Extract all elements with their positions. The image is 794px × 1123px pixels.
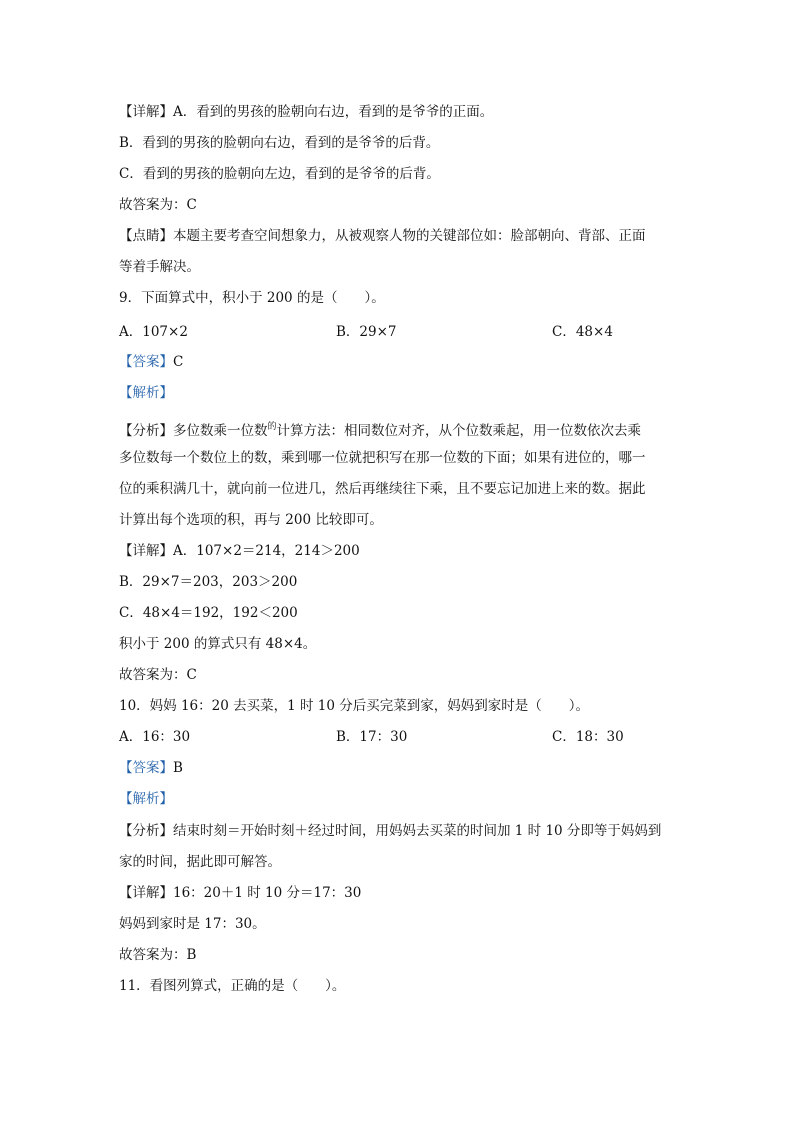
q10-answer-line: 故答案为：B	[119, 947, 197, 963]
detail-text: 16：20＋1 时 10 分＝17：30	[173, 885, 362, 901]
q10-question: 10．妈妈 16：20 去买菜，1 时 10 分后买完菜到家，妈妈到家时是（ ）。	[119, 698, 590, 714]
detail-text: A．看到的男孩的脸朝向右边，看到的是爷爷的正面。	[173, 104, 494, 120]
q9-answer-line: 故答案为：C	[119, 667, 197, 683]
analysis-text: 多位数乘一位数	[173, 423, 268, 439]
q10-option-c: C．18：30	[552, 729, 624, 745]
q8-point	[119, 226, 646, 246]
detail-tag: 【详解】	[119, 104, 173, 120]
q9-detail-a	[119, 541, 360, 561]
q9-option-b: B．29×7	[336, 324, 397, 340]
q9-analysis-4: 计算出每个选项的积，再与 200 比较即可。	[119, 512, 383, 528]
q9-option-a: A．107×2	[119, 324, 188, 340]
answer-tag: 【答案】	[119, 354, 173, 370]
q9-conclusion: 积小于 200 的算式只有 48×4。	[119, 636, 317, 652]
answer-value: C	[173, 354, 184, 370]
q9-answer	[119, 352, 183, 372]
q9-analysis-2: 多位数每一个数位上的数，乘到哪一位就把积写在那一位数的下面；如果有进位的，哪一	[119, 450, 646, 466]
analysis-head-tag: 【分析】	[119, 423, 173, 439]
q8-detail-a	[119, 102, 493, 122]
q9-question: 9．下面算式中，积小于 200 的是（ ）。	[119, 290, 385, 306]
point-tag: 【点睛】	[119, 228, 173, 244]
q10-option-b: B．17：30	[336, 729, 408, 745]
detail-tag: 【详解】	[119, 543, 173, 559]
q8-detail-c: C．看到的男孩的脸朝向左边，看到的是爷爷的后背。	[119, 166, 440, 182]
q9-detail-c: C．48×4＝192，192＜200	[119, 605, 298, 621]
q10-analysis-tag: 【解析】	[119, 791, 173, 807]
q11-question: 11．看图列算式，正确的是（ ）。	[119, 978, 346, 994]
answer-value: B	[173, 760, 183, 776]
q9-analysis-tag: 【解析】	[119, 385, 173, 401]
q9-detail-b: B．29×7＝203，203＞200	[119, 574, 298, 590]
q10-analysis-2: 家的时间，据此即可解答。	[119, 854, 281, 870]
q9-analysis-1	[119, 417, 641, 441]
q10-answer	[119, 758, 183, 778]
q8-detail-b: B．看到的男孩的脸朝向右边，看到的是爷爷的后背。	[119, 135, 440, 151]
q10-detail	[119, 883, 361, 903]
q10-option-a: A．16：30	[119, 729, 191, 745]
analysis-text: 计算方法：相同数位对齐，从个位数乘起，用一位数依次去乘	[276, 423, 642, 439]
q8-point-cont: 等着手解决。	[119, 259, 200, 275]
q9-option-c: C．48×4	[552, 324, 613, 340]
answer-tag: 【答案】	[119, 760, 173, 776]
analysis-head-tag: 【分析】	[119, 823, 173, 839]
analysis-superscript: 的	[267, 422, 277, 432]
q10-analysis-1	[119, 821, 661, 841]
q9-analysis-3: 位的乘积满几十，就向前一位进几，然后再继续往下乘，且不要忘记加进上来的数。据此	[119, 481, 646, 497]
detail-tag: 【详解】	[119, 885, 173, 901]
analysis-text: 结束时刻＝开始时刻＋经过时间，用妈妈去买菜的时间加 1 时 10 分即等于妈妈到	[173, 823, 662, 839]
q8-answer-line: 故答案为：C	[119, 197, 197, 213]
detail-text: A．107×2＝214，214＞200	[173, 543, 360, 559]
q10-conclusion: 妈妈到家时是 17：30。	[119, 916, 266, 932]
point-text: 本题主要考查空间想象力，从被观察人物的关键部位如：脸部朝向、背部、正面	[173, 228, 646, 244]
